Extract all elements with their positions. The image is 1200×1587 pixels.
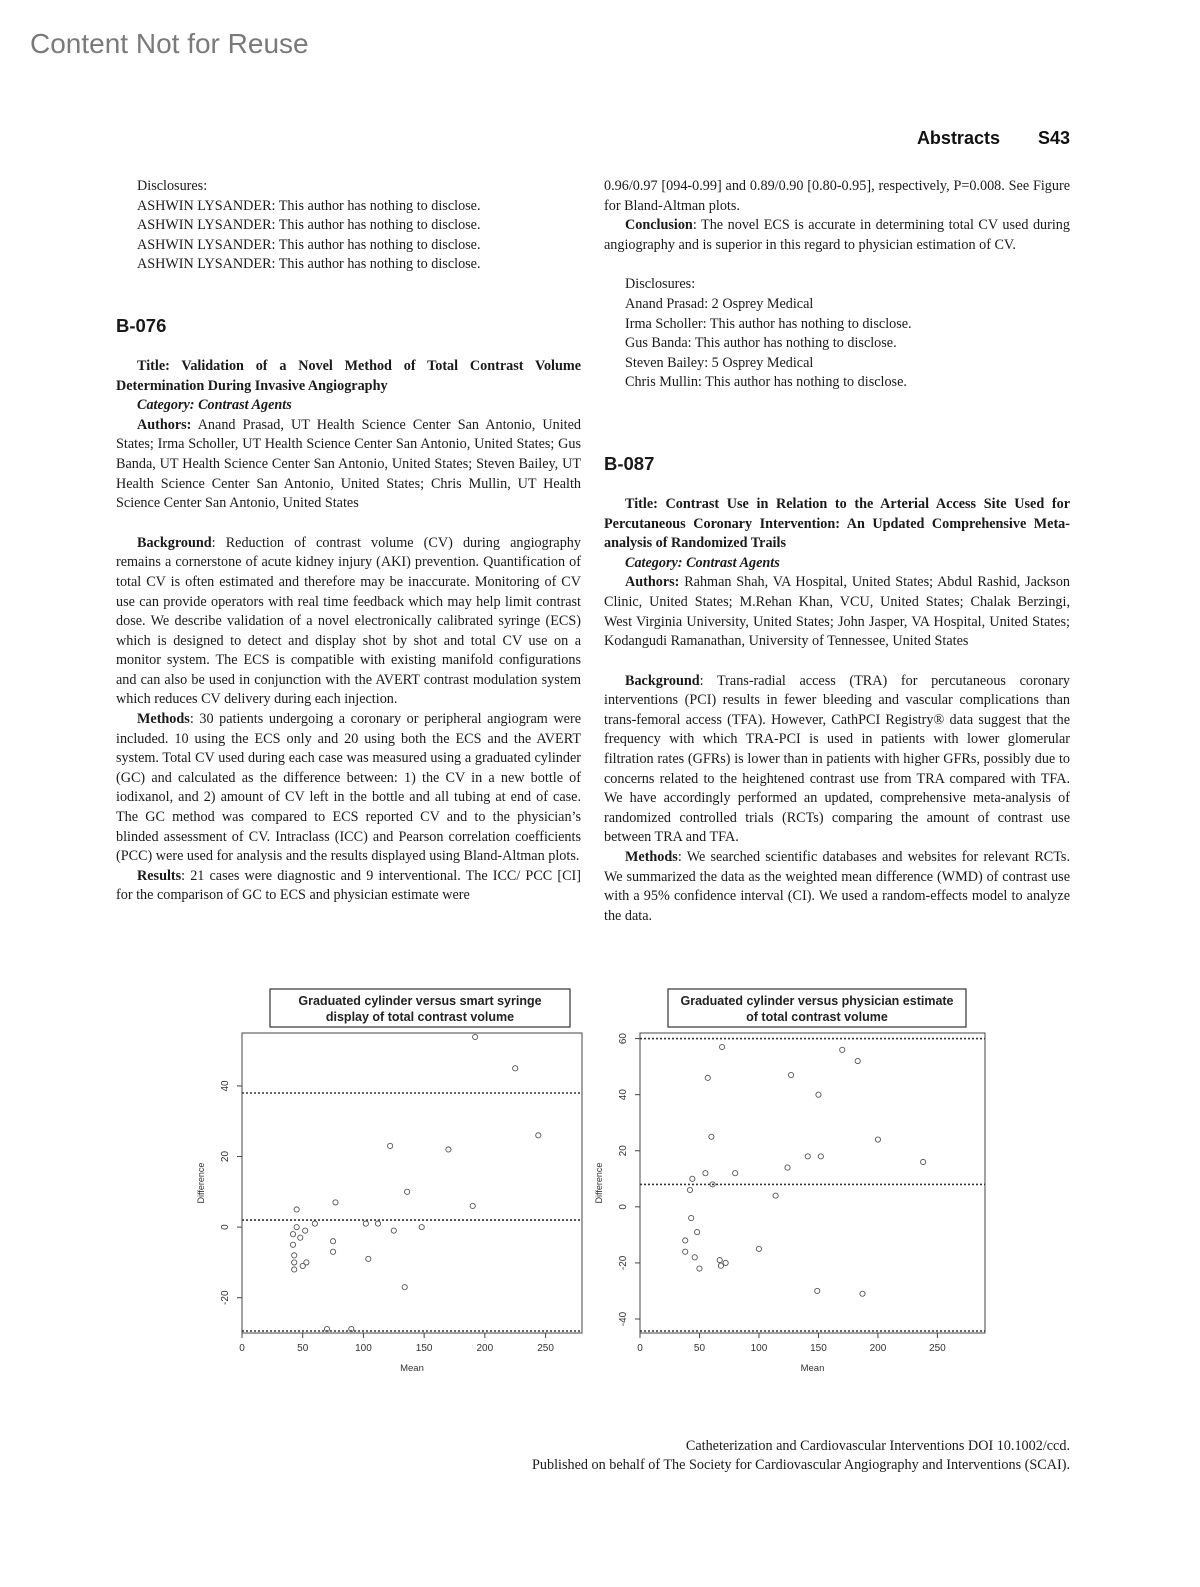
disclosures-heading: Disclosures: — [625, 276, 696, 293]
chart-title-line: Graduated cylinder versus physician estimate — [680, 994, 954, 1008]
data-point — [391, 1228, 396, 1233]
conclusion-paragraph: Conclusion: The novel ECS is accurate in determining total CV used during angiography and is superior in this regard to physician estimation of CV. — [604, 217, 1070, 253]
plot-frame — [242, 1033, 582, 1333]
plot-frame — [640, 1033, 985, 1333]
data-point — [402, 1285, 407, 1290]
abstract-authors: Authors: Rahman Shah, VA Hospital, United States; Abdul Rashid, Jackson Clinic, United States; M.Rehan Khan, VCU, United States; Chalak Berzingi, West Virginia University, United States; John Jasper, VA Hospital, United States; Kodangudi Ramanathan, University of Tennessee, United States — [604, 574, 1071, 650]
abstract-id: B-087 — [604, 452, 655, 474]
bland-altman-figure — [180, 983, 1180, 1403]
data-point — [697, 1266, 702, 1271]
disclosures-block — [116, 177, 581, 275]
disclosure-line: ASHWIN LYSANDER: This author has nothing to disclose. — [137, 256, 481, 273]
data-point — [756, 1246, 761, 1251]
disclosure-line: Gus Banda: This author has nothing to disclose. — [625, 335, 897, 352]
x-tick-label: 250 — [929, 1343, 946, 1354]
publisher-line: Published on behalf of The Society for Cardiovascular Angiography and Interventions (SCAI). — [532, 1456, 1070, 1473]
data-point — [788, 1072, 793, 1077]
x-tick-label: 50 — [693, 1343, 706, 1354]
data-point — [805, 1154, 810, 1159]
data-point — [683, 1249, 688, 1254]
x-tick-label: 150 — [810, 1343, 827, 1354]
y-tick-label: -40 — [618, 1311, 629, 1327]
data-point — [303, 1228, 308, 1233]
y-tick-label: -20 — [618, 1255, 629, 1271]
data-point — [405, 1189, 410, 1194]
x-tick-label: 200 — [476, 1343, 494, 1354]
disclosure-line: ASHWIN LYSANDER: This author has nothing to disclose. — [137, 236, 481, 253]
chart-panel — [594, 989, 985, 1374]
data-point — [363, 1221, 368, 1226]
data-point — [536, 1133, 541, 1138]
data-point — [330, 1239, 335, 1244]
y-axis-label: Difference — [594, 1162, 604, 1204]
disclosures-block — [604, 275, 1070, 393]
abstract-id: B-076 — [116, 314, 167, 336]
data-point — [695, 1229, 700, 1234]
data-point — [446, 1147, 451, 1152]
data-point — [709, 1134, 714, 1139]
data-point — [470, 1203, 475, 1208]
disclosures-heading: Disclosures: — [137, 178, 208, 194]
x-axis-label: Mean — [400, 1363, 424, 1374]
y-tick-label: 0 — [618, 1204, 629, 1210]
y-tick-label: 40 — [220, 1080, 231, 1092]
journal-line: Catheterization and Cardiovascular Interventions DOI 10.1002/ccd. — [685, 1438, 1070, 1454]
data-point — [419, 1225, 424, 1230]
data-point — [723, 1260, 728, 1265]
data-point — [513, 1066, 518, 1071]
background-paragraph: Background: Trans-radial access (TRA) for percutaneous coronary interventions (PCI) results in fewer bleeding and vascular complications than trans-femoral access (TFA). However, CathPCI Registry® data suggest that the frequency with which TRA-PCI is used in patients with lower glomerular filtration rates (GFRs) is lower than in patients with higher GFRs, possibly due to concerns related to the heightened contrast use from TRA compared with TFA. We have accordingly performed an updated, comprehensive meta-analysis of randomized controlled trials (RCTs) comparing the amount of contrast use between TRA and TFA. — [604, 672, 1071, 846]
data-point — [294, 1207, 299, 1212]
disclosure-line: Steven Bailey: 5 Osprey Medical — [625, 354, 814, 371]
data-point — [330, 1249, 335, 1254]
x-tick-label: 100 — [750, 1343, 768, 1354]
x-tick-label: 0 — [637, 1343, 643, 1354]
y-tick-label: 0 — [220, 1224, 231, 1230]
chart-title-line: Graduated cylinder versus smart syringe — [298, 994, 542, 1008]
right-column — [604, 177, 1070, 926]
data-point — [717, 1258, 722, 1263]
data-point — [290, 1242, 295, 1247]
y-axis-label: Difference — [196, 1162, 206, 1204]
data-point — [292, 1253, 297, 1258]
running-head — [917, 128, 1070, 149]
methods-paragraph: Methods: 30 patients undergoing a coronary or peripheral angiogram were included. 10 using the ECS only and 20 using both the ECS and the AVERT system. Total CV used during each case was measured using a graduated cylinder (GC) and calculated as the difference between: 1) the CV in a new bottle of iodixanol, and 2) amount of CV left in the bottle and all tubing at end of case. The GC method was compared to ECS reported CV and to the physician’s blinded assessment of CV. Intraclass (ICC) and Pearson correlation coefficients (PCC) were used for analysis and the results displayed using Bland-Altman plots. — [116, 711, 581, 865]
left-column — [116, 177, 581, 906]
abstract-authors: Authors: Anand Prasad, UT Health Science Center San Antonio, United States; Irma Scholler, UT Health Science Center San Antonio, United States; Gus Banda, UT Health Science Center San Antonio, United States; Steven Bailey, UT Health Science Center San Antonio, United States; Chris Mullin, UT Health Science Center San Antonio, United States — [116, 416, 582, 512]
y-tick-label: 60 — [618, 1033, 629, 1045]
section-name: Abstracts — [916, 128, 1000, 148]
data-point — [290, 1232, 295, 1237]
data-point — [816, 1092, 821, 1097]
data-point — [815, 1288, 820, 1293]
data-point — [473, 1034, 478, 1039]
data-point — [375, 1221, 380, 1226]
data-point — [292, 1260, 297, 1265]
data-point — [733, 1171, 738, 1176]
x-tick-label: 200 — [869, 1343, 887, 1354]
methods-paragraph: Methods: We searched scientific databases and websites for relevant RCTs. We summarized the data as the weighted mean difference (WMD) of contrast use with a 95% confidence interval (CI). We used a random-effects model to analyze the data. — [604, 849, 1071, 924]
page-footer — [532, 1437, 1070, 1474]
data-point — [689, 1215, 694, 1220]
disclosure-line: Irma Scholler: This author has nothing to disclose. — [625, 315, 912, 332]
watermark: Content Not for Reuse — [30, 28, 309, 59]
x-axis-label: Mean — [800, 1363, 825, 1374]
data-point — [773, 1193, 778, 1198]
data-point — [875, 1137, 880, 1142]
x-tick-label: 250 — [537, 1343, 554, 1354]
abstract-title: Title: Contrast Use in Relation to the Arterial Access Site Used for Percutaneous Coronary Intervention: An Updated Comprehensive Meta-analysis of Randomized Trails — [604, 495, 1070, 552]
data-point — [312, 1221, 317, 1226]
y-tick-label: 40 — [618, 1089, 629, 1101]
data-point — [692, 1255, 697, 1260]
x-tick-label: 0 — [239, 1343, 245, 1354]
data-point — [366, 1256, 371, 1261]
chart-title-line: of total contrast volume — [746, 1010, 888, 1024]
data-point — [718, 1263, 723, 1268]
data-point — [818, 1154, 823, 1159]
abstract-category: Category: Contrast Agents — [137, 397, 292, 414]
data-point — [719, 1044, 724, 1049]
chart-panel — [196, 989, 582, 1374]
data-point — [292, 1267, 297, 1272]
disclosure-line: ASHWIN LYSANDER: This author has nothing to disclose. — [137, 197, 481, 214]
data-point — [298, 1235, 303, 1240]
x-tick-label: 50 — [297, 1343, 309, 1354]
y-tick-label: -20 — [220, 1290, 231, 1305]
x-tick-label: 100 — [355, 1343, 372, 1354]
disclosure-line: Chris Mullin: This author has nothing to disclose. — [625, 374, 907, 391]
y-tick-label: 20 — [220, 1150, 231, 1163]
data-point — [294, 1225, 299, 1230]
data-point — [333, 1200, 338, 1205]
data-point — [921, 1159, 926, 1164]
data-point — [683, 1238, 688, 1243]
data-point — [840, 1047, 845, 1052]
data-point — [860, 1291, 865, 1296]
results-continued: 0.96/0.97 [094-0.99] and 0.89/0.90 [0.80-0.95], respectively, P=0.008. See Figure for Bland-Altman plots. — [604, 178, 1070, 214]
disclosure-line: Anand Prasad: 2 Osprey Medical — [625, 295, 814, 312]
x-tick-label: 150 — [415, 1343, 433, 1354]
abstract-title: Title: Validation of a Novel Method of Total Contrast Volume Determination During Invasive Angiography — [116, 357, 581, 394]
chart-title-line: display of total contrast volume — [325, 1010, 515, 1024]
abstract-category: Category: Contrast Agents — [625, 554, 780, 571]
disclosure-line: ASHWIN LYSANDER: This author has nothing to disclose. — [137, 217, 481, 234]
page-number: S43 — [1037, 128, 1070, 148]
data-point — [388, 1143, 393, 1148]
data-point — [687, 1187, 692, 1192]
background-paragraph: Background: Reduction of contrast volume (CV) during angiography remains a cornerstone of acute kidney injury (AKI) prevention. Quantification of total CV is often estimated and therefore may be inaccurate. Monitoring of CV use can provide operators with real time feedback which may help limit contrast dose. We describe validation of a novel electronically calibrated syringe (ECS) which is designed to detect and display shot by shot and total CV use on a monitor system. The ECS is compatible with existing manifold configurations and can also be used in conjunction with the AVERT contrast modulation system which reduces CV delivery during each injection. — [116, 534, 581, 708]
data-point — [785, 1165, 790, 1170]
results-paragraph: Results: 21 cases were diagnostic and 9 interventional. The ICC/ PCC [CI] for the comparison of GC to ECS and physician estimate were — [116, 867, 581, 904]
y-tick-label: 20 — [618, 1145, 629, 1157]
data-point — [690, 1176, 695, 1181]
data-point — [703, 1171, 708, 1176]
data-point — [705, 1075, 710, 1080]
data-point — [304, 1260, 309, 1265]
data-point — [855, 1058, 860, 1063]
